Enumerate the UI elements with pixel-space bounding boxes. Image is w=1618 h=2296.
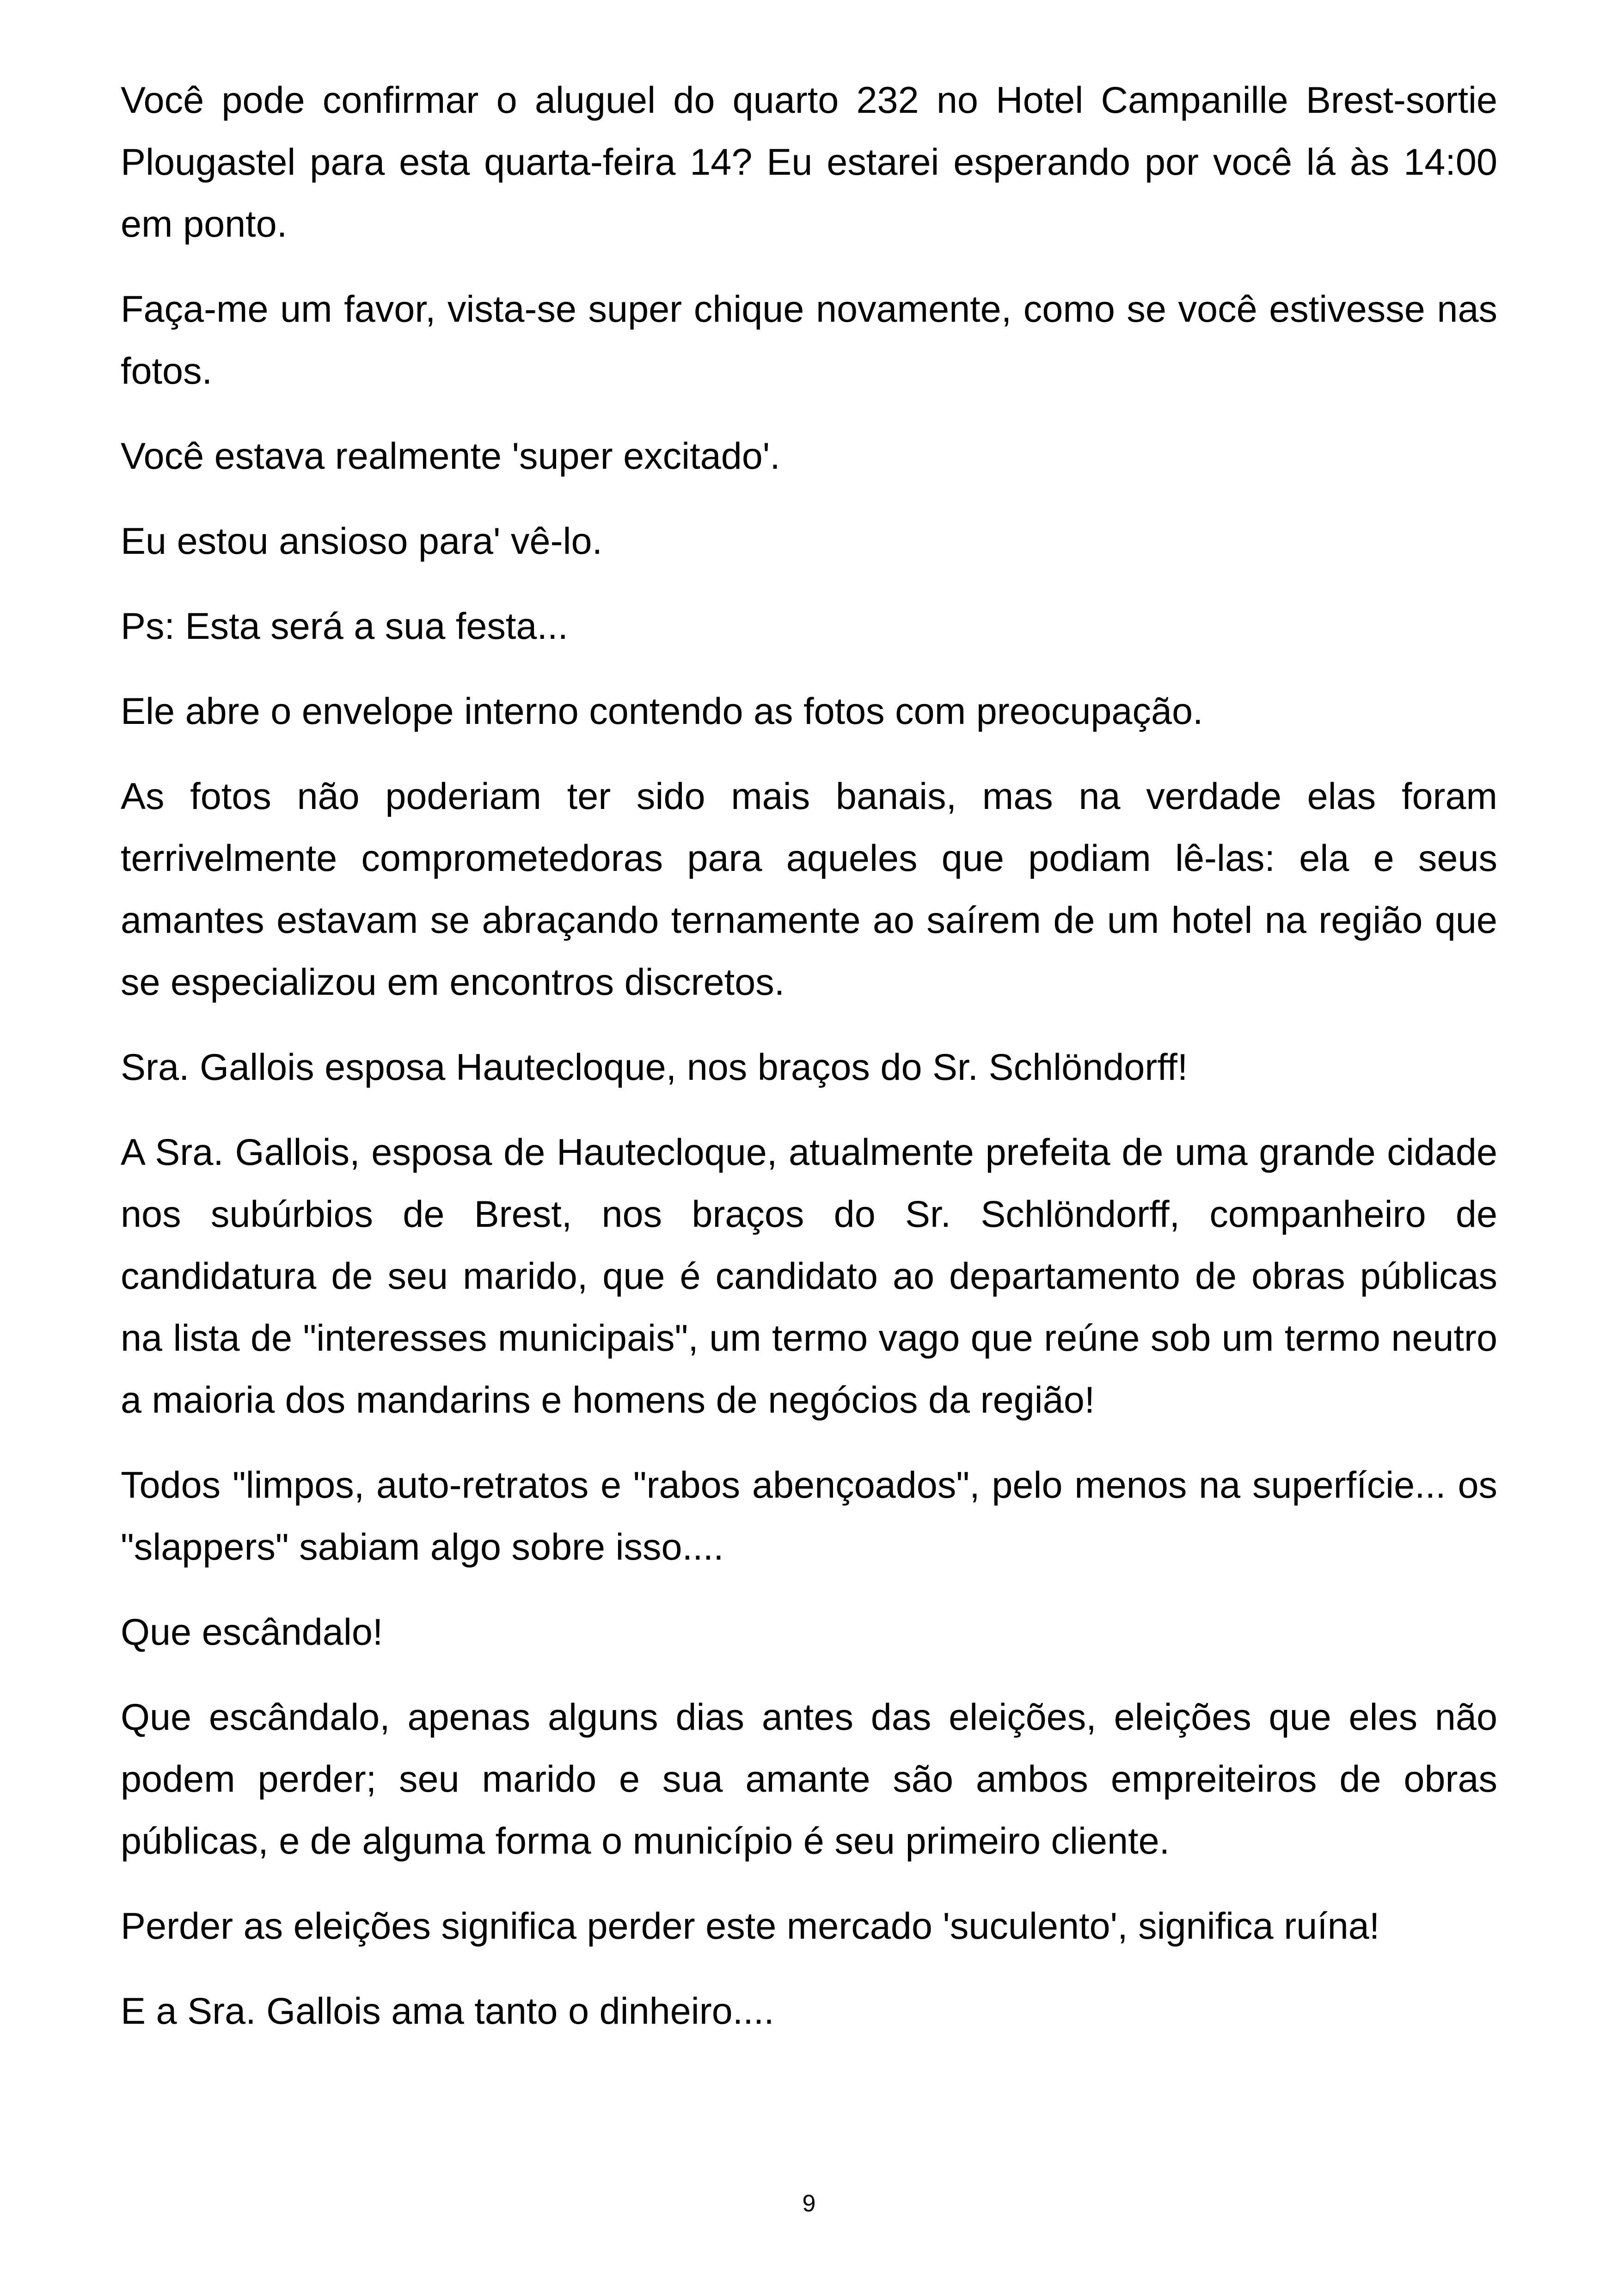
paragraph: Ele abre o envelope interno contendo as fotos com preocupação.	[121, 691, 1203, 732]
page-number: 9	[802, 2190, 816, 2217]
paragraph: Que escândalo, apenas alguns dias antes das eleições, eleições que eles não podem perder; seu marido e sua amante são ambos empreiteiros de obras públicas, e de alguma forma o município é seu primeiro cliente.	[121, 1696, 1497, 1862]
paragraph: Eu estou ansioso para' vê-lo.	[121, 520, 603, 562]
paragraph: Ps: Esta será a sua festa...	[121, 606, 568, 647]
paragraph: Perder as eleições significa perder este mercado 'suculento', significa ruína!	[121, 1905, 1380, 1947]
paragraph: Sra. Gallois esposa Hautecloque, nos braços do Sr. Schlöndorff!	[121, 1047, 1188, 1088]
paragraph: Todos "limpos, auto-retratos e "rabos abençoados", pelo menos na superfície... os "slappers" sabiam algo sobre isso....	[121, 1464, 1497, 1568]
body-text	[121, 69, 1497, 2065]
paragraph: Você estava realmente 'super excitado'.	[121, 435, 780, 477]
paragraph: Que escândalo!	[121, 1611, 383, 1653]
paragraph: E a Sra. Gallois ama tanto o dinheiro....	[121, 1990, 774, 2032]
paragraph: Faça-me um favor, vista-se super chique novamente, como se você estivesse nas fotos.	[121, 288, 1497, 392]
paragraph: As fotos não poderiam ter sido mais banais, mas na verdade elas foram terrivelmente comprometedoras para aqueles que podiam lê-las: ela e seus amantes estavam se abraçando ternamente ao saírem de um hotel na região que se especializou em encontros discretos.	[121, 776, 1497, 1003]
paragraph: Você pode confirmar o aluguel do quarto 232 no Hotel Campanille Brest-sortie Plougastel para esta quarta-feira 14? Eu estarei esperando por você lá às 14:00 em ponto.	[121, 80, 1497, 245]
paragraph: A Sra. Gallois, esposa de Hautecloque, atualmente prefeita de uma grande cidade nos subúrbios de Brest, nos braços do Sr. Schlöndorff, companheiro de candidatura de seu marido, que é candidato ao departamento de obras públicas na lista de "interesses municipais", um termo vago que reúne sob um termo neutro a maioria dos mandarins e homens de negócios da região!	[121, 1132, 1497, 1421]
